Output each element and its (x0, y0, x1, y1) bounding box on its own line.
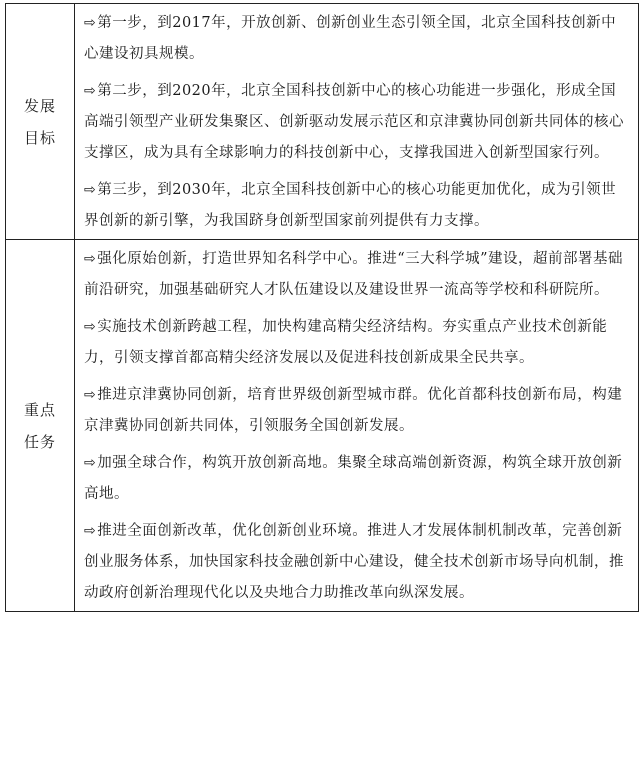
right-arrow-icon: ⇨ (84, 83, 97, 99)
list-item: ⇨第二步，到2020年，北京全国科技创新中心的核心功能进一步强化，形成全国高端引领型产业研发集聚区、创新驱动发展示范区和京津冀协同创新共同体的核心支撑区，成为具有全球影响力的科技创新中心，支撑我国进入创新型国家行列。 (84, 83, 624, 161)
list-item: ⇨加强全球合作，构筑开放创新高地。集聚全球高端创新资源，构筑全球开放创新高地。 (84, 455, 623, 502)
row-label: 发展目标 (23, 96, 56, 147)
right-arrow-icon: ⇨ (84, 387, 97, 403)
list-item: ⇨第一步，到2017年，开放创新、创新创业生态引领全国，北京全国科技创新中心建设初具规模。 (84, 15, 617, 62)
table-row (6, 240, 639, 612)
right-arrow-icon: ⇨ (84, 523, 97, 539)
right-arrow-icon: ⇨ (84, 251, 97, 267)
list-item: ⇨实施技术创新跨越工程，加快构建高精尖经济结构。夯实重点产业技术创新能力，引领支撑首都高精尖经济发展以及促进科技创新成果全民共享。 (84, 319, 608, 366)
list-item: ⇨推进京津冀协同创新，培育世界级创新型城市群。优化首都科技创新布局，构建京津冀协同创新共同体，引领服务全国创新发展。 (84, 387, 623, 434)
row-label: 重点任务 (23, 400, 56, 451)
right-arrow-icon: ⇨ (84, 319, 97, 335)
list-item: ⇨推进全面创新改革，优化创新创业环境。推进人才发展体制机制改革，完善创新创业服务体系，加快国家科技金融创新中心建设，健全技术创新市场导向机制，推动政府创新治理现代化以及央地合力助推改革向纵深发展。 (84, 523, 624, 601)
row-content-cell (75, 4, 639, 240)
right-arrow-icon: ⇨ (84, 455, 97, 471)
row-label-cell (6, 4, 75, 240)
row-content-cell (75, 240, 639, 612)
table-row (6, 4, 639, 240)
right-arrow-icon: ⇨ (84, 182, 97, 198)
row-label-cell (6, 240, 75, 612)
right-arrow-icon: ⇨ (84, 15, 97, 31)
list-item: ⇨第三步，到2030年，北京全国科技创新中心的核心功能更加优化，成为引领世界创新的新引擎，为我国跻身创新型国家前列提供有力支撑。 (84, 182, 617, 229)
list-item: ⇨强化原始创新，打造世界知名科学中心。推进“三大科学城”建设，超前部署基础前沿研究，加强基础研究人才队伍建设以及建设世界一流高等学校和科研院所。 (84, 251, 624, 298)
goals-tasks-table (5, 3, 639, 612)
